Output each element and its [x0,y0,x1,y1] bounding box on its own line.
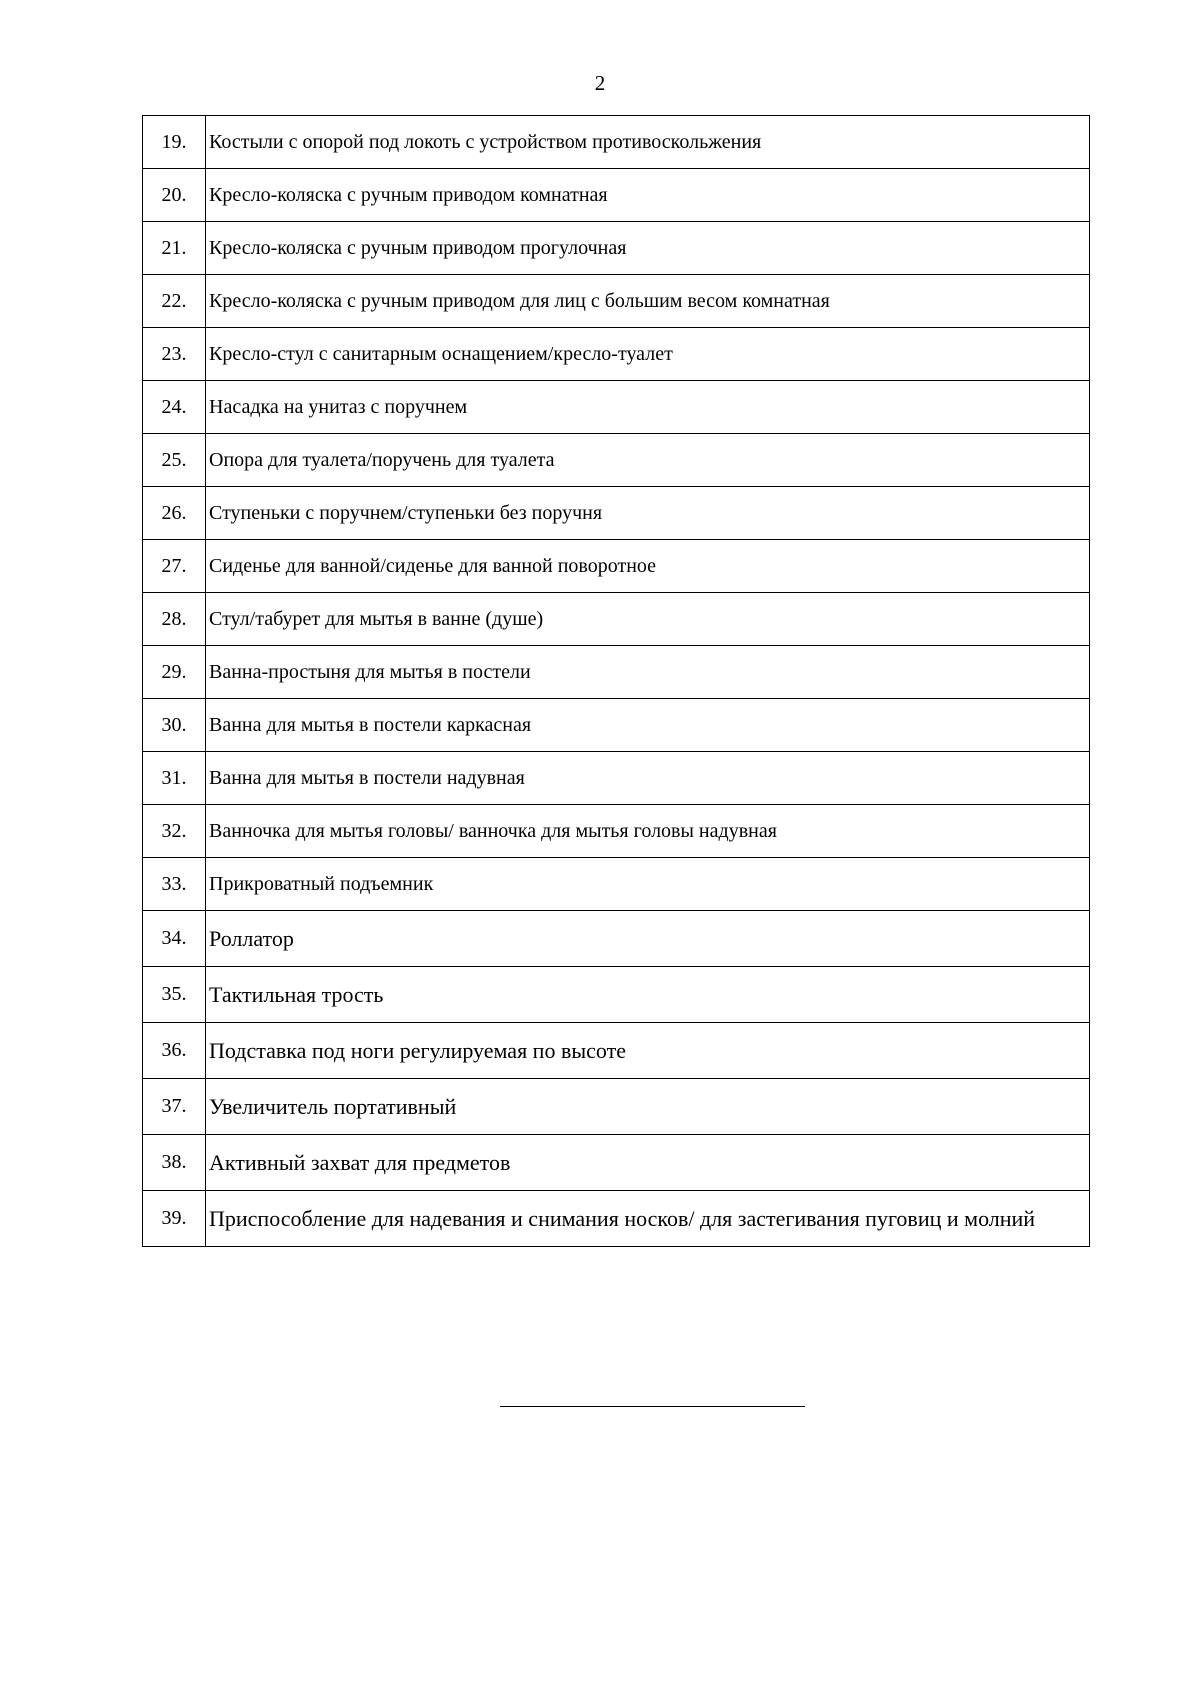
row-name: Кресло-коляска с ручным приводом прогулочная [206,222,1090,275]
table-row [143,858,1090,911]
table-row [143,699,1090,752]
table-row [143,1023,1090,1079]
row-name: Ванночка для мытья головы/ ванночка для мытья головы надувная [206,805,1090,858]
row-name: Ступеньки с поручнем/ступеньки без поручня [206,487,1090,540]
table-row [143,967,1090,1023]
row-name: Роллатор [206,911,1090,967]
row-name: Кресло-стул с санитарным оснащением/кресло-туалет [206,328,1090,381]
row-number: 39. [143,1191,206,1247]
row-number: 32. [143,805,206,858]
table-row [143,911,1090,967]
row-number: 23. [143,328,206,381]
table-row [143,593,1090,646]
row-number: 26. [143,487,206,540]
row-name: Костыли с опорой под локоть с устройством противоскольжения [206,116,1090,169]
row-number: 19. [143,116,206,169]
row-number: 33. [143,858,206,911]
table-row [143,222,1090,275]
table-row [143,1079,1090,1135]
table-row [143,169,1090,222]
table-row [143,381,1090,434]
row-number: 22. [143,275,206,328]
table-row [143,646,1090,699]
row-number: 27. [143,540,206,593]
row-number: 38. [143,1135,206,1191]
row-name: Кресло-коляска с ручным приводом комнатная [206,169,1090,222]
row-name: Ванна-простыня для мытья в постели [206,646,1090,699]
row-number: 34. [143,911,206,967]
table-row [143,752,1090,805]
table-row [143,805,1090,858]
row-name: Опора для туалета/поручень для туалета [206,434,1090,487]
row-number: 24. [143,381,206,434]
row-number: 31. [143,752,206,805]
row-number: 36. [143,1023,206,1079]
row-name: Ванна для мытья в постели каркасная [206,699,1090,752]
row-number: 30. [143,699,206,752]
row-name: Стул/табурет для мытья в ванне (душе) [206,593,1090,646]
table-row [143,434,1090,487]
row-name: Подставка под ноги регулируемая по высоте [206,1023,1090,1079]
row-number: 20. [143,169,206,222]
table-row [143,540,1090,593]
row-number: 29. [143,646,206,699]
row-number: 28. [143,593,206,646]
row-number: 21. [143,222,206,275]
table-row [143,1135,1090,1191]
row-name: Сиденье для ванной/сиденье для ванной поворотное [206,540,1090,593]
table-row [143,328,1090,381]
row-number: 25. [143,434,206,487]
row-name: Тактильная трость [206,967,1090,1023]
row-name: Приспособление для надевания и снимания носков/ для застегивания пуговиц и молний [206,1191,1090,1247]
table-row [143,116,1090,169]
row-name: Кресло-коляска с ручным приводом для лиц с большим весом комнатная [206,275,1090,328]
row-name: Увеличитель портативный [206,1079,1090,1135]
row-number: 35. [143,967,206,1023]
row-name: Ванна для мытья в постели надувная [206,752,1090,805]
table-row [143,1191,1090,1247]
row-name: Активный захват для предметов [206,1135,1090,1191]
row-name: Прикроватный подъемник [206,858,1090,911]
end-line [500,1406,805,1407]
table-row [143,275,1090,328]
page-number: 2 [594,71,606,95]
table-row [143,487,1090,540]
items-table [142,115,1090,1247]
row-number: 37. [143,1079,206,1135]
row-name: Насадка на унитаз с поручнем [206,381,1090,434]
